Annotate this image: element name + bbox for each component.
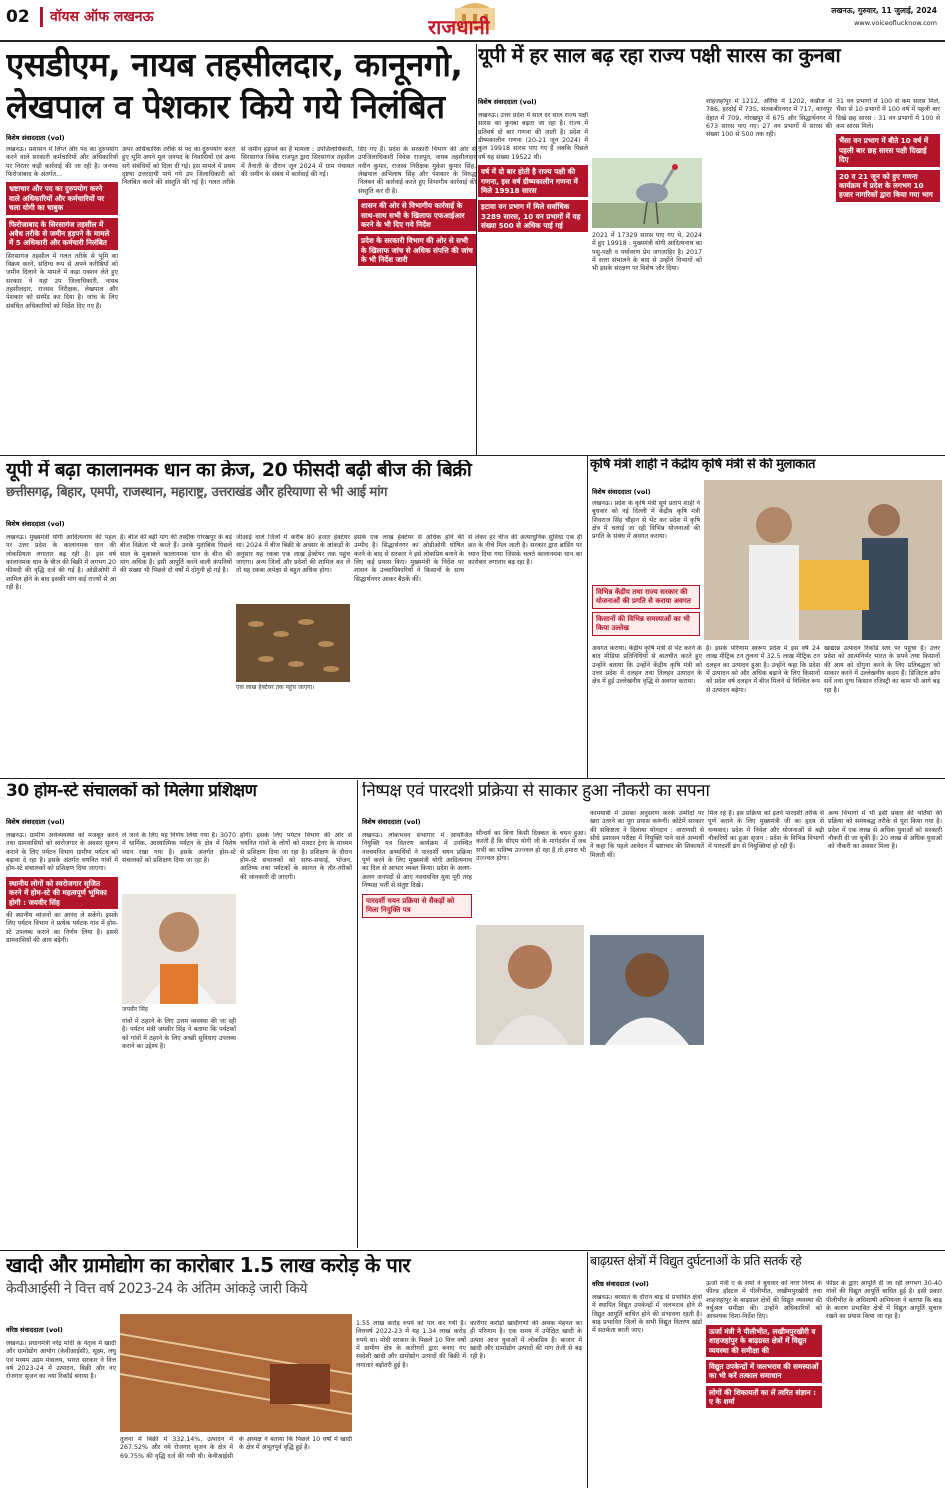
rice-grain-photo [236, 604, 350, 682]
person-icon [122, 894, 236, 1004]
byline: वरिष्ठ संवाददाता (vol) [6, 1326, 63, 1334]
candidate-photo-woman [476, 925, 584, 1045]
s3-column-3: जीआई वाले जिलों में करीब 80 हजार हेक्टेयर था। 2024 में बीज बिक्री के अवसर के आंकड़ों के अनुसार यह रकबा एक लाख हेक्टेयर तक पहुंच जाएगा। अन्य जिलों और प्रदेशों की शामिल कर लें तो यह रकबा अपेक्षा से बहुत अधिक होगा। एक लाख हेक्टेयर तक पहुंच जाएगा। [236, 534, 350, 691]
candidate-photo-man [590, 935, 704, 1045]
s6-column-5: अन्य विभागों में भी इसी प्रकार की भर्तियों की प्रक्रिया को समयबद्ध तरीके से पूरा किया गया है। प्रदेश में एक लाख से अधिक युवाओं को सरकारी नौकरी दी जा चुकी है। 20 लाख से अधिक युवाओं को नौकरी का अवसर मिला है। [828, 810, 942, 851]
rice-grains-icon [236, 604, 350, 682]
headline-homestay: 30 होम-स्टे संचालकों को मिलेगा प्रशिक्षण [6, 782, 257, 801]
highlight-box: ऊर्जा मंत्री ने पीलीभीत, लखीमपुरखीरी व शाहजहांपुर के बाढ़ग्रस्त क्षेत्रों में विद्युत व्यवस्था की समीक्षा की [706, 1325, 822, 1357]
highlight-box: भ्रष्टाचार और पद का दुरुपयोग करने वाले अधिकारियों और कर्मचारियों पर चला योगी का चाबुक [6, 182, 118, 214]
s2-column-4: 31 वन प्रभागों में 100 से कम सारस मिले, भैंसा से 10 प्रभागों में 100 वर्ष में पहली बार दिखे छह सारस : 31 वन प्रभागों में 100 से कम सारस मिले। भैंसा वन प्रभाग में बीते 10 वर्ष में पहली बार छह सारस पक्षी दिखाई दिए 20 व 21 जून को हुए गणना कार्यक्रम में प्रदेश के लगभग 10 हजार नागरिकों द्वारा किया गया भाग [836, 98, 940, 448]
byline: विशेष संवाददाता (vol) [362, 818, 421, 826]
s7-column-1: लखनऊ। प्रधानमंत्री नरेंद्र मोदी के नेतृत्व में खादी और ग्रामोद्योग आयोग (केवीआईसी), सूक्ष्म, लघु एवं मध्यम उद्यम मंत्रालय, भारत सरकार ने वित्त वर्ष 2023-24 में उत्पादन, बिक्री और नए रोजगार सृजन का नया रिकॉर्ड बनाया है। [6, 1340, 116, 1381]
subheadline: केवीआईसी ने वित्त वर्ष 2023-24 के अंतिम आंकड़े जारी किये [6, 1281, 308, 1297]
s2-column-1: लखनऊ। उत्तर प्रदेश में साल दर साल राज्य पक्षी सारस का कुनबा बढ़ता जा रहा है। राज्य में प्रतिवर्ष दो बार गणना की जाती है। प्रदेश में ग्रीष्मकालीन गणना (20-21 जून 2024) में कुल 19918 सारस पाए गए हैं जबकि पिछले वर्ष यह संख्या 19522 थी। वर्ष में दो बार होती है राज्य पक्षी की गणना, इस वर्ष ग्रीष्मकालीन गणना में मिले 19918 सारस इटावा वन प्रभाग में मिले सर्वाधिक 3289 सारस, 10 वन प्रभागों में यह संख्या 500 से अधिक पाई गई [478, 112, 588, 450]
highlight-box: पारदर्शी चयन प्रक्रिया से सैकड़ों को मिला नियुक्ति पत्र [362, 894, 472, 918]
byline: विशेष संवाददाता (vol) [592, 488, 651, 496]
highlight-box: प्रदेश के सरकारी विभाग की ओर से सभी के खिलाफ जांच से अधिक संपत्ति की जांच के भी निर्देश जारी [358, 234, 476, 266]
minister-meeting-photo [704, 480, 942, 640]
byline: वरिष्ठ संवाददाता (vol) [592, 1280, 649, 1288]
s7-column-4: कारीगर करोड़ों खादीगणों की अथक मेहनत का ही परिणाम है। एक समय में उपेक्षित खादी के उत्पाद आज युवाओं में लोकप्रिय हैं। बाजार में खादी और ग्रामोद्योग उत्पादों की मांग तेजी से बढ़ रही है। [470, 1320, 582, 1361]
person-icon [590, 935, 704, 1045]
photo-caption: जयवीर सिंह [122, 1006, 148, 1013]
highlight-box: विभिन्न केंद्रीय तथा राज्य सरकार की योजनाओं की प्रगति से कराया अवगत [592, 585, 700, 609]
highlight-box: किसानों की विभिन्न समस्याओं का भी किया उल्लेख [592, 612, 700, 636]
person-icon [476, 925, 584, 1045]
s6-column-3: कामयाबी में उसका अनुसरण करके उम्मीदों पर खरा उतरने का पूरा प्रयास करूंगी। कोटेमें सरकार की सकिष्टता ने दिलाया योगदान : वाराणसी से सीधे प्रशासन परीक्षा में नियुक्ति पाने वाले अभ्यर्थी ने कहा कि पहले आवेदन में भ्रष्टाचार की शिकायतें मिलती थीं। [590, 810, 704, 859]
s3-column-5: से लेकर हर चीज की अत्याधुनिक सुविधा एक ही छत के नीचे मिल जाती है। सरकार द्वारा ब्रांडिंग पर ध्यान दिया गया जिसके चलते कालानमक धान का कारोबार लगातार बढ़ रहा है। [468, 534, 582, 567]
crane-icon [592, 158, 702, 228]
headline-line-2: लेखपाल व पेशकार किये गये निलंबित [6, 86, 445, 126]
weaving-photo [120, 1314, 352, 1432]
logo-text: राजधानी [428, 15, 490, 38]
s6-column-1: लखनऊ। लोकभवन सभागार में आयोजित नियुक्ति पत्र वितरण कार्यक्रम में उपस्थित नवचयनित अभ्यर्थियों ने पारदर्शी चयन प्रक्रिया पूर्ण करने के लिए मुख्यमंत्री योगी आदित्यनाथ का दिल से आभार व्यक्त किया। प्रदेश के अलग-अलग जनपदों से आए नवचयनित युवा पूरी तरह निष्पक्ष भर्ती से संतुष्ट दिखे। पारदर्शी चयन प्रक्रिया से सैकड़ों को मिला नियुक्ति पत्र [362, 832, 472, 1244]
s5-column-1: लखनऊ। ग्रामीण अर्थव्यवस्था को मजबूत करने तथा ग्रामवासियों को स्वरोजगार के अवसर सुलभ कराने के लिए पर्यटन विभाग ग्रामीण पर्यटन को बढ़ावा दे रहा है। इसके अंतर्गत चयनित गांवों में होम-स्टे संचालकों को प्रशिक्षण दिया जाएगा। स्थानीय लोगों को स्वरोजगार सृजित करने में होम-स्टे की महत्वपूर्ण भूमिका होगी : जयवीर सिंह की स्थानीय व्यंजनों का आनंद ले सकेंगे। इसके लिए पर्यटन विभाग ने प्रत्येक पर्यटक गांव में होम-स्टे उपलब्ध कराने का निर्णय लिया है। इससे ग्रामवासियों की आय बढ़ेगी। [6, 832, 118, 944]
dateline: लखनऊ, गुरुवार, 11 जुलाई, 2024 [831, 6, 937, 15]
s6-column-2: सौन्दर्य का बिना किसी दिक्कत के चयन हुआ। करती हैं कि सीएम योगी जी के मार्गदर्शन में जब सभी का भविष्य उज्ज्वल हो रहा है तो हमारा भी उज्ज्वल होगा। [476, 830, 586, 863]
s1-column-3: दिए गए हैं। प्रदेश के सरकारी विभाग की ओर से उपजिलाधिकारी विवेक राजपूत, नायब तहसीलदार नवीन कुमार, राजस्व निरीक्षक मुकेश कुमार सिंह, लेखपाल अभिलाष सिंह और पेशकार के विरुद्ध निलंबन की कार्रवाई करते हुए विभागीय कार्रवाई की संस्तुति कर दी है। शासन की ओर से विभागीय कार्रवाई के साथ-साथ सभी के खिलाफ एफआईआर करने के भी दिए गये निर्देश प्रदेश के सरकारी विभाग की ओर से सभी के खिलाफ जांच से अधिक संपत्ति की जांच के भी निर्देश जारी [358, 146, 476, 451]
byline: विशेष संवाददाता (vol) [6, 818, 65, 826]
s8-column-3: फीडर के द्वारा आपूर्ति दी जा रही लगभग 30-40 गांवों की विद्युत आपूर्ति बाधित हुई है। इसी प्रकार पीलीभीत के अधिशाषी अभियन्ता ने बताया कि बाढ़ के कारण प्रभावित क्षेत्रों में विद्युत आपूर्ति सुचारु रखने का प्रयास किया जा रहा है। [826, 1280, 942, 1321]
highlight-box: शासन की ओर से विभागीय कार्रवाई के साथ-साथ सभी के खिलाफ एफआईआर करने के भी दिए गये निर्देश [358, 199, 476, 231]
page-number: 02 [6, 7, 30, 27]
byline: विशेष संवाददाता (vol) [478, 98, 537, 106]
headline-sarus: यूपी में हर साल बढ़ रहा राज्य पक्षी सारस का कुनबा [478, 44, 841, 67]
masthead [0, 0, 945, 40]
s5-column-3: होगी। इसके लिए पर्यटन विभाग की ओर से चयनित गांवों के लोगों को मास्टर ट्रेनर के माध्यम से प्रशिक्षण दिया जा रहा है। प्रशिक्षण के दौरान होम-स्टे संचालकों को साफ-सफाई, भोजन, आतिथ्य तथा पर्यटकों के स्वागत के तौर-तरीकों की जानकारी दी जाएगी। [240, 832, 352, 881]
s3-column-4: इसके एक लाख हेक्टेयर से अधिक होने की उम्मीद है। सिद्धार्थनगर का ओडीओपी घोषित करने के बाद से सरकार ने इसे लोकप्रिय बनाने के लिए कई प्रयास किए। मुख्यमंत्री के निर्देश पर शासन के उच्चाधिकारियों ने किसानों के साथ सिद्धार्थनगर आकर बैठकें कीं। [354, 534, 464, 583]
subheadline: छत्तीसगढ़, बिहार, एमपी, राजस्थान, महाराष्ट्र, उत्तराखंड और हरियाणा से भी आई मांग [6, 484, 387, 500]
s4-column-4: खाद्यान्न उत्पादन रिकॉर्ड स्तर पर पहुंचा है। उत्तर प्रदेश को आत्मनिर्भर भारत के सपने तथा किसानों की आय को दोगुना करने के लिए प्रतिबद्धता को साकार करने में उल्लेखनीय कदम हैं। डिजिटल क्रॉप सर्वे तथा दुग्ध किसान रजिस्ट्री का काम भी आगे बढ़ रहा है। [824, 645, 940, 694]
website: www.voiceoflucknow.com [854, 19, 937, 27]
s7-column-2: तुलना में बिक्री में 332.14%, उत्पादन में 267.52% और नये रोजगार सृजन के क्षेत्र में 69.75% की वृद्धि दर्ज की गयी थी। केवीआईसी के अध्यक्ष ने बताया कि पिछले 10 वर्षों में खादी के क्षेत्र में अभूतपूर्व वृद्धि हुई है। [120, 1436, 352, 1460]
s1-column-2: अपर अधिकारिक तरीके से पद का दुरुपयोग करते हुए भूमि अपने मूल जनपद के निवासियों एवं अन्य सगे संबंधियों को दिला दी गई। इस मामले में प्रथम दृष्टया उत्तरदायी पाये गये उप जिलाधिकारी को निलंबित करने की संस्तुति की गई है। गलत तरीके से जमीन हड़पने का है मामला : उपजिलाधिकारी, सिरसागंज विवेक राजपूत द्वारा सिरसागंज तहसील में तैनाती के दौरान जून 2024 में ग्राम पंचायत की जमीन के संबंध में कार्रवाई की गई। [122, 146, 354, 187]
highlight-box: भैंसा वन प्रभाग में बीते 10 वर्ष में पहली बार छह सारस पक्षी दिखाई दिए [836, 134, 940, 166]
ministers-icon [704, 480, 942, 640]
sarus-crane-photo [592, 158, 702, 228]
s1-column-1: लखनऊ। प्रशासन में लिप्त और पद का दुरुपयोग करने वाले सरकारी कर्मचारियों और अधिकारियों पर निरंतर कड़ी कार्रवाई की जा रही है। जनपद फिरोजाबाद के अंतर्गत... भ्रष्टाचार और पद का दुरुपयोग करने वाले अधिकारियों और कर्मचारियों पर चला योगी का चाबुक फिरोजाबाद के सिरसागंज तहसील में अवैध तरीके से जमीन हड़पने के मामले में 5 अधिकारी और कर्मचारी निलंबित सिरसागंज तहसील में गलत तरीके से भूमि का विक्रय करने, संदिग्ध रूप से अपने करीबियों को जमीन दिलाने के मामले में कड़ा एक्शन लेते हुए सरकार ने यहां उप जिलाधिकारी, नायब तहसीलदार, राजस्व निरीक्षक, लेखपाल और पेशकार को सस्पेंड कर दिया है। जांच के लिए संबंधित अधिकारियों को निर्देश दिए गए हैं। [6, 146, 118, 310]
s4-column-3: है। इसके परिणाम स्वरूप प्रदेश में इस वर्ष 24 लाख मीट्रिक टन तुलना में 32.5 लाख मीट्रिक टन दलहन का उत्पादन हुआ है। उन्होंने कहा कि प्रदेश में उत्पादन को और अधिक बढ़ाने के लिए किसानों को प्रदेश वर्ष दलहन में बीज मिलने से निश्चित रूप से उत्पादन बढ़ेगा। [706, 645, 820, 694]
s5-column-2: ले जाने के लिए यह निर्णय लिया गया है। 3070 में धार्मिक, आध्यात्मिक पर्यटन के क्षेत्र में विशेष ध्यान रखा गया है। इसके अंतर्गत होम-स्टे संचालकों को प्रशिक्षण दिया जा रहा है। जयवीर सिंह गांवों में ठहरने के लिए उत्तम व्यवस्था की जा रही है। पर्यटन मंत्री जयवीर सिंह ने बताया कि पर्यटकों को गांवों में ठहरने के लिए अच्छी सुविधाएं उपलब्ध कराने का उद्देश्य है। [122, 832, 236, 1051]
headline-suspension [6, 46, 476, 132]
byline: विशेष संवाददाता (vol) [6, 520, 65, 528]
highlight-box: विद्युत उपकेन्द्रों में जलभराव की समस्याओं का भी करें तत्काल समाधान [706, 1360, 822, 1383]
s8-column-2: ऊर्जा मंत्री ए के शर्मा ने बुधवार को नगर निगम के फील्ड हॉस्टल में पीलीभीत, लखीमपुरखीरी तथा शाहजहांपुर के बाढ़ग्रस्त क्षेत्रों की विद्युत व्यवस्था की वर्चुअल समीक्षा की। उन्होंने अधिकारियों को आवश्यक दिशा-निर्देश दिए। ऊर्जा मंत्री ने पीलीभीत, लखीमपुरखीरी व शाहजहांपुर के बाढ़ग्रस्त क्षेत्रों में विद्युत व्यवस्था की समीक्षा की विद्युत उपकेन्द्रों में जलभराव की समस्याओं का भी करें तत्काल समाधान लोगों की शिकायतों का लें त्वरित संज्ञान : ए के शर्मा [706, 1280, 822, 1486]
s4-column-1: लखनऊ। प्रदेश के कृषि मंत्री सूर्य प्रताप शाही ने बुधवार को नई दिल्ली में केंद्रीय कृषि मंत्री शिवराज सिंह चौहान से भेंट कर प्रदेश में कृषि क्षेत्र में चलाई जा रही विभिन्न योजनाओं की प्रगति के संबंध में अवगत कराया। [592, 500, 700, 541]
s4-column-1b [592, 582, 700, 642]
masthead-logo [400, 0, 550, 38]
loom-icon [120, 1314, 352, 1432]
headline-kalanamak: यूपी में बढ़ा कालानमक धान का क्रेज, 20 फीसदी बढ़ी बीज की बिक्री छत्तीसगढ़, बिहार, एमपी, राजस्थान, महाराष्ट्र, उत्तराखंड और हरियाणा से भी आई मांग [6, 460, 586, 520]
highlight-box: फिरोजाबाद के सिरसागंज तहसील में अवैध तरीके से जमीन हड़पने के मामले में 5 अधिकारी और कर्मचारी निलंबित [6, 218, 118, 250]
highlight-box: वर्ष में दो बार होती है राज्य पक्षी की गणना, इस वर्ष ग्रीष्मकालीन गणना में मिले 19918 सारस [478, 165, 588, 197]
headline-khadi: खादी और ग्रामोद्योग का कारोबार 1.5 लाख करोड़ के पार केवीआईसी ने वित्त वर्ष 2023-24 के अंतिम आंकड़े जारी किये [6, 1254, 586, 1310]
s3-column-2: है। बीज की बढ़ी मांग की तस्दीक गोरखपुर के बड़े बीज विक्रेता भी करते हैं। उनके मुताबिक पिछले साल के मुकाबले कालानमक धान के बीज की मांग अधिक है। इसी आपूर्ति करने वाली कंपनियों की संख्या भी पिछले दो वर्षों में दोगुनी हो गई है। [120, 534, 232, 575]
photo-caption: एक लाख हेक्टेयर तक पहुंच जाएगा। [236, 684, 315, 691]
highlight-box: इटावा वन प्रभाग में मिले सर्वाधिक 3289 सारस, 10 वन प्रभागों में यह संख्या 500 से अधिक पाई गई [478, 200, 588, 232]
headline-jobs: निष्पक्ष एवं पारदर्शी प्रक्रिया से साकार हुआ नौकरी का सपना [362, 782, 710, 801]
byline: विशेष संवाददाता (vol) [6, 134, 65, 142]
highlight-box: लोगों की शिकायतों का लें त्वरित संज्ञान : ए के शर्मा [706, 1386, 822, 1409]
s7-column-3: 1.55 लाख करोड़ रुपये को पार कर गयी है। वित्तवर्ष 2022-23 में यह 1.34 लाख करोड़ रुपये था। मोदी सरकार के पिछले 10 वित्त वर्षों में ग्रामीण क्षेत्र के कारीगरों द्वारा बनाए गए स्वदेशी खादी और ग्रामोद्योग उत्पादों की बिक्री में लगातार बढ़ोतरी हुई है। [356, 1320, 466, 1369]
headline-electricity: बाढ़ग्रस्त क्षेत्रों में विद्युत दुर्घटनाओं के प्रति सतर्क रहे [590, 1254, 802, 1268]
s4-column-2: अवगत कराया। केंद्रीय कृषि मंत्री से भेंट करने के बाद मीडिया प्रतिनिधियों से बातचीत करते हुए उन्होंने बताया कि उन्होंने केंद्रीय कृषि मंत्री को उत्तर प्रदेश में दलहन तथा तिलहन उत्पादन के क्षेत्र में हुई उल्लेखनीय वृद्धि से अवगत कराया। [592, 645, 702, 686]
headline-line-1: एसडीएम, नायब तहसीलदार, कानूनगो, [6, 46, 463, 84]
s8-column-1: लखनऊ। बरसात के दौरान बाढ़ से प्रभावित क्षेत्रों में स्थापित विद्युत उपकेन्द्रों में जलभराव होने से विद्युत आपूर्ति बाधित होने की संभावना रहती है। बाढ़ प्रभावित जिलों के सभी विद्युत वितरण खंडों में सतर्कता बरती जाए। [592, 1294, 702, 1335]
highlight-box: 20 व 21 जून को हुए गणना कार्यक्रम में प्रदेश के लगभग 10 हजार नागरिकों द्वारा किया गया भाग [836, 170, 940, 202]
s2-column-2: 2021 में 17329 सारस पाए गए थे, 2024 में हुए 19918 : मुख्यमंत्री योगी आदित्यनाथ का पशु-पक्षी व पर्यावरण प्रेम जगजाहिर है। 2017 में सत्ता संभालने के बाद से उन्होंने विभागों को भी इसके संरक्षण पर विशेष जोर दिया। [592, 98, 702, 448]
s6-column-4: मिल रहे हैं। इस प्रक्रिया को इतने पारदर्शी तरीके से पूर्ण कराने के लिए मुख्यमंत्री जी का हृदय से धन्यवाद। प्रदेश में निवेश और योजनाओं से बढ़ी नौकरियों का हुआ सृजन : प्रदेश के विभिन्न विभागों में पारदर्शी ढंग से नियुक्तियां हो रही हैं। [708, 810, 824, 851]
highlight-box: स्थानीय लोगों को स्वरोजगार सृजित करने में होम-स्टे की महत्वपूर्ण भूमिका होगी : जयवीर सिंह [6, 877, 118, 909]
section-name: वॉयस ऑफ लखनऊ [50, 9, 154, 25]
s2-column-3: शाहजहांपुर में 1212, औरैया में 1202, कन्नौज में 786, हरदोई में 735, संतकबीरनगर में 717, कानपुर देहात में 709, गोरखपुर में 675 और सिद्धार्थनगर में 673 सारस पाए गए। 27 वन प्रभागों में सारस की संख्या 100 से 500 तक रही। [706, 98, 832, 139]
s3-column-1: लखनऊ। मुख्यमंत्री योगी आदित्यनाथ की पहल पर उत्तर प्रदेश के कालानमक धान की लोकप्रियता लगातार बढ़ रही है। इस वर्ष कालानमक धान के बीज की बिक्री में लगभग 20 फीसदी की वृद्धि दर्ज की गई है। ओडीओपी में शामिल होने के बाद इसकी मांग कई राज्यों से आ रही है। [6, 534, 116, 592]
minister-portrait [122, 894, 236, 1004]
headline-agri-minister: कृषि मंत्री शाही ने केंद्रीय कृषि मंत्री से की मुलाकात [590, 458, 942, 482]
